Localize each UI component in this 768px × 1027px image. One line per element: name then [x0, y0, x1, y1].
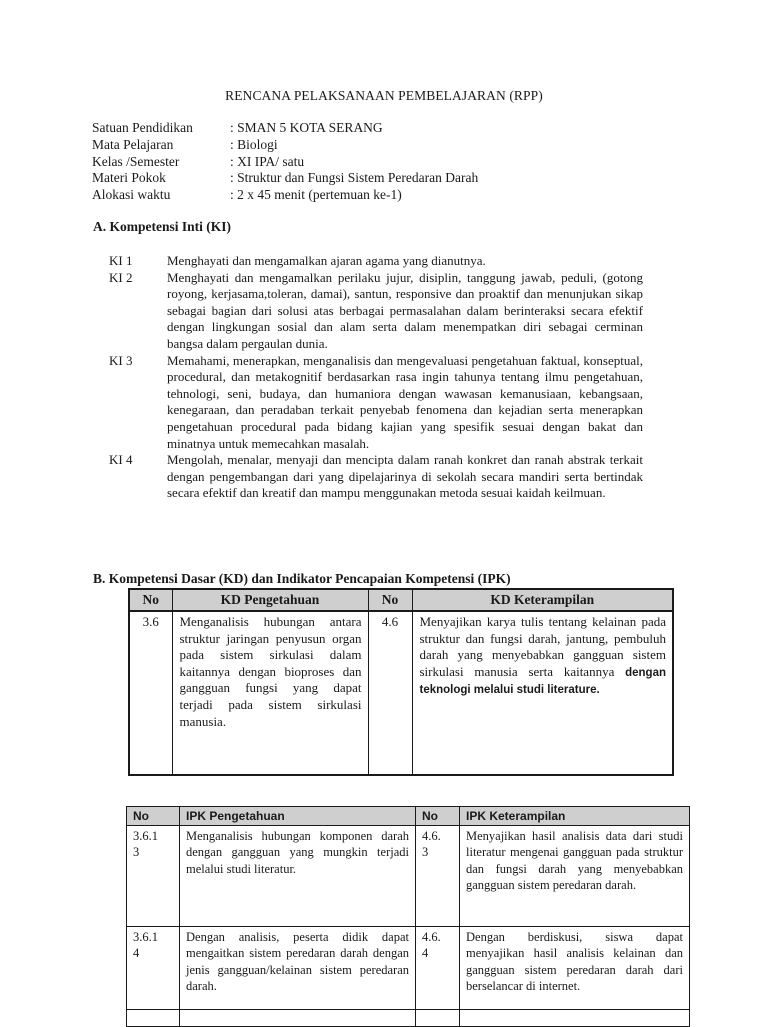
kd-no: 4.6: [368, 611, 412, 775]
kd-pengetahuan-text: Menganalisis hubungan antara struktur jaringan penyusun organ pada sistem sirkulasi dalam kaitannya dengan bioproses dan gangguan fungsi yang dapat terjadi pada sistem sirkulasi manusia.: [172, 611, 368, 775]
ki-text: Mengolah, menalar, menyaji dan mencipta dalam ranah konkret dan ranah abstrak terkait dengan pengembangan dari yang dipelajarinya di sekolah secara mandiri serta bertindak secara efektif dan kreatif dan mampu menggunakan metoda sesuai kaidah keilmuan.: [167, 452, 643, 501]
identity-value: : Struktur dan Fungsi Sistem Peredaran Darah: [230, 170, 479, 186]
kd-header-row: [129, 589, 673, 611]
ki-text: Menghayati dan mengamalkan ajaran agama yang dianutnya.: [167, 253, 486, 268]
kd-keterampilan-cell: [412, 611, 673, 775]
identity-row: [92, 154, 692, 171]
identity-label: Materi Pokok: [92, 170, 166, 186]
identity-row: [92, 137, 692, 154]
ki-item: [109, 253, 643, 270]
identity-value: : 2 x 45 menit (pertemuan ke-1): [230, 187, 402, 203]
kd-table: [128, 588, 674, 776]
ipk-keterampilan-text: Dengan berdiskusi, siswa dapat menyajikan hasil analisis kelainan dan gangguan sistem peredaran darah dari berselancar di internet.: [460, 927, 690, 1010]
kd-keterampilan-text: Menyajikan karya tulis tentang kelainan pada struktur dan fungsi darah, jantung, pembuluh darah yang menyebabkan gangguan sistem sirkulasi manusia serta kaitannya: [419, 614, 666, 679]
ipk-header-no: No: [127, 807, 180, 826]
kd-header-keterampilan: KD Keterampilan: [412, 589, 673, 611]
section-a-heading: A. Kompetensi Inti (KI): [93, 219, 231, 234]
identity-row: [92, 170, 692, 187]
ki-text: Memahami, menerapkan, menganalisis dan mengevaluasi pengetahuan faktual, konseptual, procedural, dan metakognitif berdasarkan rasa ingin tahunya tentang ilmu pengetahuan, tehnologi, seni, budaya, dan humaniora dengan wawasan kemanusiaan, kebangsaan, kenegaraan, dan peradaban terkait penyebab fenomena dan kejadian serta menerapkan pengetahuan procedural pada bidang kajian yang spesifik sesuai dengan bakat dan minatnya untuk memecahkan masalah.: [167, 352, 643, 451]
ki-list: [109, 253, 643, 502]
ipk-table: [126, 806, 690, 1027]
section-b-heading: B. Kompetensi Dasar (KD) dan Indikator Pencapaian Kompetensi (IPK): [93, 571, 511, 586]
ki-code: KI 1: [109, 253, 133, 268]
identity-value: : XI IPA/ satu: [230, 153, 305, 169]
kd-keterampilan-tail: dengan teknologi melalui studi literature.: [419, 666, 666, 697]
kd-no: 3.6: [129, 611, 172, 775]
ki-item: [109, 452, 643, 502]
ipk-no: 3.6.1 4: [127, 927, 180, 1010]
ki-text: Menghayati dan mengamalkan perilaku jujur, disiplin, tanggung jawab, peduli, (gotong royong, kerjasama,toleran, damai), santun, responsive dan proaktif dan menunjukan sikap sebagai bagian dari solusi atas berbagai permasalahan dalam berinteraksi secara efektif dengan lingkungan sosial dan alam serta dalam menempatkan diri sebagai cerminan bangsa dalam pergaulan dunia.: [167, 269, 643, 351]
kd-row: [129, 611, 673, 775]
identity-label: Alokasi waktu: [92, 187, 171, 203]
kd-header-no: No: [368, 589, 412, 611]
identity-row: [92, 120, 692, 137]
ki-code: KI 2: [109, 269, 133, 285]
identity-block: [92, 120, 692, 204]
ipk-header-keterampilan: IPK Keterampilan: [460, 807, 690, 826]
ipk-header-no: No: [416, 807, 460, 826]
document-title: RENCANA PELAKSANAAN PEMBELAJARAN (RPP): [225, 88, 543, 103]
identity-value: : Biologi: [230, 136, 278, 152]
identity-label: Kelas /Semester: [92, 153, 180, 169]
ipk-row: [127, 927, 690, 1010]
identity-label: Satuan Pendidikan: [92, 120, 193, 135]
identity-value: : SMAN 5 KOTA SERANG: [230, 120, 383, 135]
ipk-keterampilan-text: Menyajikan hasil analisis data dari studi literatur mengenai gangguan pada struktur dan fungsi darah yang menyebabkan gangguan sistem peredaran darah.: [460, 826, 690, 927]
ipk-row: [127, 826, 690, 927]
ipk-header-pengetahuan: IPK Pengetahuan: [180, 807, 416, 826]
ipk-no: 3.6.1 3: [127, 826, 180, 927]
identity-label: Mata Pelajaran: [92, 136, 174, 152]
kd-header-no: No: [129, 589, 172, 611]
ipk-pengetahuan-text: Menganalisis hubungan komponen darah dengan gangguan yang mungkin terjadi melalui studi literatur.: [180, 826, 416, 927]
kd-header-pengetahuan: KD Pengetahuan: [172, 589, 368, 611]
ki-code: KI 4: [109, 452, 133, 468]
ipk-header-row: [127, 807, 690, 826]
ipk-no: 4.6. 4: [416, 927, 460, 1010]
ki-item: [109, 353, 643, 453]
ipk-no: 4.6. 3: [416, 826, 460, 927]
ipk-pengetahuan-text: Dengan analisis, peserta didik dapat mengaitkan sistem peredaran darah dengan jenis gangguan/kelainan sistem peredaran darah.: [180, 927, 416, 1010]
identity-row: [92, 187, 692, 204]
ki-item: [109, 270, 643, 353]
ki-code: KI 3: [109, 352, 133, 368]
